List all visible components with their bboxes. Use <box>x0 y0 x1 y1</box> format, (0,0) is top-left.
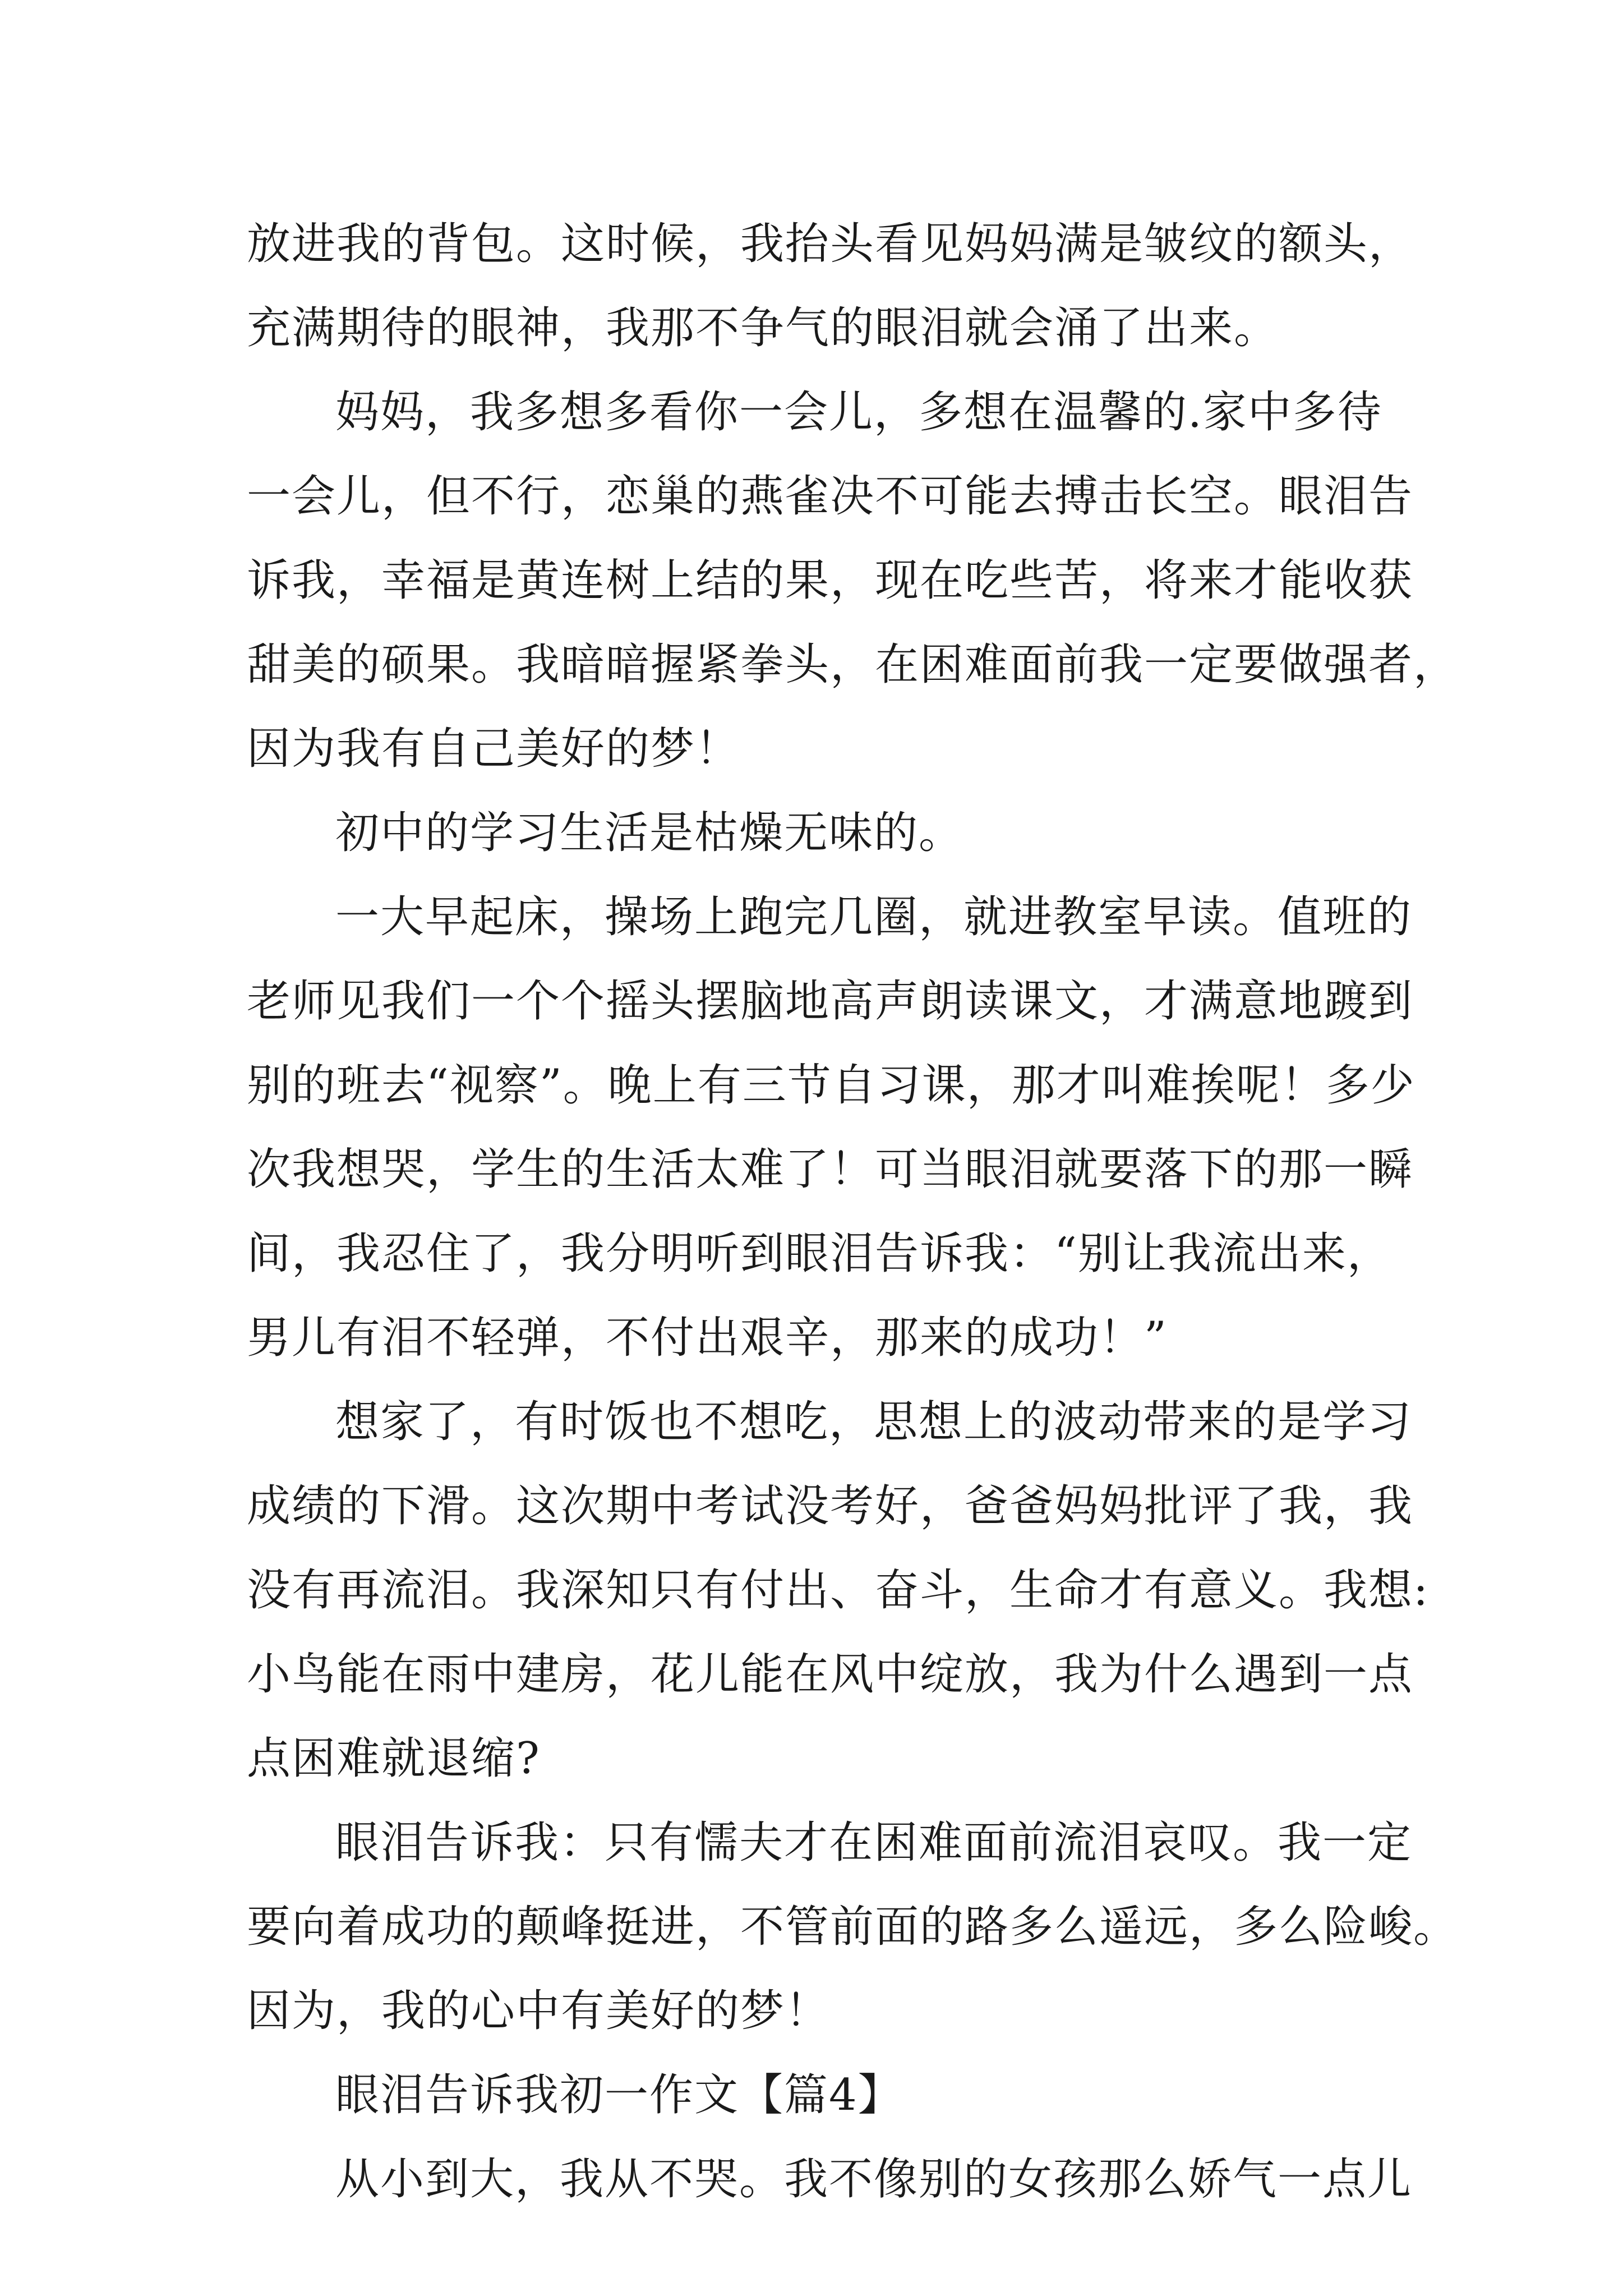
text-line-21: 要向着成功的颠峰挺进，不管前面的路多么遥远，多么险峻。 <box>247 1902 1459 1952</box>
text-line-7: 因为我有自己美好的梦！ <box>247 724 741 774</box>
paragraph-start-line-3: 妈妈，我多想多看你一会儿，多想在温馨的.家中多待 <box>335 387 1382 438</box>
section-heading-line-23: 眼泪告诉我初一作文【篇4】 <box>335 2070 903 2120</box>
paragraph-start-line-24: 从小到大，我从不哭。我不像别的女孩那么娇气一点儿 <box>335 2154 1413 2205</box>
text-line-11: 别的班去“视察”。晚上有三节自习课，那才叫难挨呢！多少 <box>247 1060 1415 1111</box>
text-line-10: 老师见我们一个个摇头摆脑地高声朗读课文，才满意地踱到 <box>247 976 1414 1027</box>
text-line-14: 男儿有泪不轻弹，不付出艰辛，那来的成功！” <box>247 1313 1168 1363</box>
paragraph-start-line-8: 初中的学习生活是枯燥无味的。 <box>335 808 964 858</box>
text-line-13: 间，我忍住了，我分明听到眼泪告诉我：“别让我流出来， <box>247 1228 1392 1279</box>
paragraph-start-line-15: 想家了，有时饭也不想吃，思想上的波动带来的是学习 <box>335 1397 1413 1447</box>
text-line-19: 点困难就退缩? <box>247 1733 541 1784</box>
paragraph-start-line-20: 眼泪告诉我：只有懦夫才在困难面前流泪哀叹。我一定 <box>335 1818 1413 1868</box>
paragraph-start-line-9: 一大早起床，操场上跑完几圈，就进教室早读。值班的 <box>335 892 1413 942</box>
text-line-2: 充满期待的眼神，我那不争气的眼泪就会涌了出来。 <box>247 303 1279 353</box>
text-line-12: 次我想哭，学生的生活太难了！可当眼泪就要落下的那一瞬 <box>247 1144 1414 1195</box>
text-line-22: 因为，我的心中有美好的梦！ <box>247 1986 831 2036</box>
essay-body <box>247 202 1459 2221</box>
text-line-1: 放进我的背包。这时候，我抬头看见妈妈满是皱纹的额头， <box>247 219 1414 269</box>
text-line-4: 一会儿，但不行，恋巢的燕雀决不可能去搏击长空。眼泪告 <box>247 471 1414 522</box>
text-line-17: 没有再流泪。我深知只有付出、奋斗，生命才有意义。我想: <box>247 1565 1430 1616</box>
text-line-16: 成绩的下滑。这次期中考试没考好，爸爸妈妈批评了我，我 <box>247 1481 1414 1531</box>
text-line-5: 诉我，幸福是黄连树上结的果，现在吃些苦，将来才能收获 <box>247 555 1414 606</box>
text-line-18: 小鸟能在雨中建房，花儿能在风中绽放，我为什么遇到一点 <box>247 1649 1414 1700</box>
text-line-6: 甜美的硕果。我暗暗握紧拳头，在困难面前我一定要做强者， <box>247 639 1459 690</box>
